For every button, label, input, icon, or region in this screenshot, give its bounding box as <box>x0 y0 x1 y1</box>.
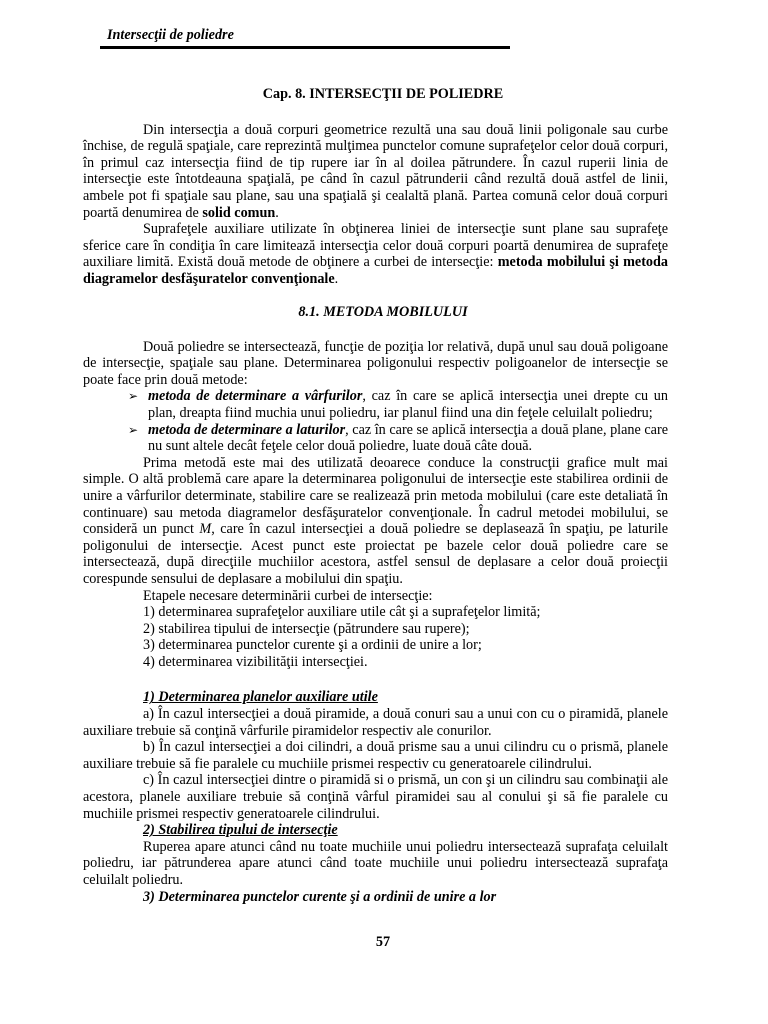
subsection-title-text: 3) Determinarea punctelor curente şi a ordinii de unire a lor <box>143 888 497 905</box>
subsection-title-text: 1) Determinarea planelor auxiliare utile <box>143 689 378 706</box>
paragraph-end: . <box>275 204 279 221</box>
bullet-list <box>83 388 668 454</box>
bullet-text: , caz în care se aplică intersecţia unei drepte cu un plan, dreapta fiind muchia unui poliedru, iar planul fiind una din feţele celuilalt poliedru; <box>148 388 668 421</box>
bullet-item <box>83 388 668 421</box>
section-title: 8.1. METODA MOBILULUI <box>298 303 468 320</box>
section-paragraph-mobile-method <box>83 455 668 588</box>
intro-paragraph-2 <box>83 221 668 287</box>
step-item: 1) determinarea suprafeţelor auxiliare utile cât şi a suprafeţelor limită; <box>143 604 541 621</box>
bold-term: solid comun <box>202 204 276 221</box>
subsection-paragraph: c) În cazul intersecţiei dintre o piramidă si o prismă, un con şi un cilindru sau combinaţii ale acestora, planele auxiliare trebuie să conţină vârful piramidei sau al conului şi să fie paralele cu muchiile prismei respectiv generatoarele cilindrului. <box>83 772 668 822</box>
point-symbol: M <box>199 521 212 538</box>
running-header <box>100 27 510 49</box>
subsection-title <box>83 822 668 839</box>
subsection-title-text: 2) Stabilirea tipului de intersecţie <box>143 822 338 839</box>
bold-term: metoda mobilului şi metoda diagramelor desfăşuratelor convenţionale <box>83 254 668 288</box>
arrow-bullet-icon <box>128 422 142 439</box>
paragraph-text: Suprafeţele auxiliare utilizate în obţinerea liniei de intersecţie sunt plane sau suprafeţe sferice care în condiţia în care limitează intersecţia celor două corpuri poartă denumirea de suprafeţe auxiliare limită. Există două metode de obţinere a curbei de intersecţie: <box>83 221 668 271</box>
steps-intro: Etapele necesare determinării curbei de intersecţie: <box>143 587 433 604</box>
paragraph-text: Din intersecţia a două corpuri geometrice rezultă una sau două linii poligonale sau curbe închise, de regulă spaţiale, care reprezintă mulţimea punctelor comune suprafeţelor celor două corpuri, în primul caz intersecţia fiind de tip rupere iar în al doilea pătrundere. În cazul ruperii linia de intersecţie este întotdeauna spaţială, pe când în cazul pătrunderii când rezultă două astfel de linii, ambele pot fi spaţiale sau plane, sau una spaţială şi cealaltă plană. Partea comună celor două corpuri poartă denumirea de <box>83 121 668 221</box>
subsection-paragraph: a) În cazul intersecţiei a două piramide, a două conuri sau a unui con cu o piramidă, planele auxiliare trebuie să conţină vârfurile piramidelor respectiv ale conurilor. <box>83 706 668 739</box>
subsection-paragraph: b) În cazul intersecţiei a doi cilindri, a două prisme sau a unui cilindru cu o prismă, planele auxiliare trebuie să fie paralele cu muchiile prismei respectiv cu generatoarele cilindrului. <box>83 739 668 772</box>
step-item: 2) stabilirea tipului de intersecţie (pătrundere sau rupere); <box>143 620 470 637</box>
intro-paragraph-1 <box>83 122 668 222</box>
step-item: 3) determinarea punctelor curente şi a ordinii de unire a lor; <box>143 637 482 654</box>
section-paragraph-methods: Două poliedre se intersectează, funcţie de poziţia lor relativă, după unul sau două poligoane de intersecţie, spaţiale sau plane. Determinarea poligonului respectiv poligoanelor de intersecţie se poate face prin două metode: <box>83 338 668 388</box>
bullet-term: metoda de determinare a vârfurilor <box>148 388 363 405</box>
subsection-title <box>83 689 668 706</box>
paragraph-text: Prima metodă este mai des utilizată deoarece conduce la construcţii grafice mult mai simple. O altă problemă care apare la determinarea poligonului de intersecţie este stabilirea ordinii de unire a vârfurilor determinate, stabilire care se realizează prin metoda mobilului (care este detaliată în continuare) sau metoda diagramelor desfăşuratelor convenţionale. În cadrul metodei mobilului, se consideră un punct <box>83 454 668 538</box>
paragraph-text: , care în cazul intersecţiei a două poliedre se deplasează în spaţiu, pe laturile poligonului de intersecţie. Acest punct este proiectat pe bazele celor două poliedre care se intersectează, după direcţiile muchiilor acestora, astfel sensul de deplasare a celor două proiecţii corespunde sensului de deplasare a mobilului din spaţiu. <box>83 521 668 587</box>
bullet-text: , caz în care se aplică intersecţia a două plane, plane care nu sunt altele decât feţele celor două poliedre, luate două câte două. <box>148 421 669 455</box>
bullet-item <box>83 422 668 455</box>
chapter-title: Cap. 8. INTERSECŢII DE POLIEDRE <box>262 85 504 102</box>
step-item: 4) determinarea vizibilităţii intersecţiei. <box>143 653 368 670</box>
bullet-term: metoda de determinare a laturilor <box>148 421 346 438</box>
page-content <box>83 86 668 906</box>
paragraph-end: . <box>334 271 339 288</box>
page-number: 57 <box>375 933 391 950</box>
arrow-bullet-icon <box>128 388 142 405</box>
subsection-title <box>83 889 668 906</box>
running-header-title: Intersecţii de poliedre <box>107 27 234 43</box>
subsection-paragraph: Ruperea apare atunci când nu toate muchiile unui poliedru intersectează suprafaţa celuilalt poliedru, iar pătrunderea apare atunci când toate muchiile unui poliedru intersectează suprafaţa celuilalt poliedru. <box>83 838 668 888</box>
